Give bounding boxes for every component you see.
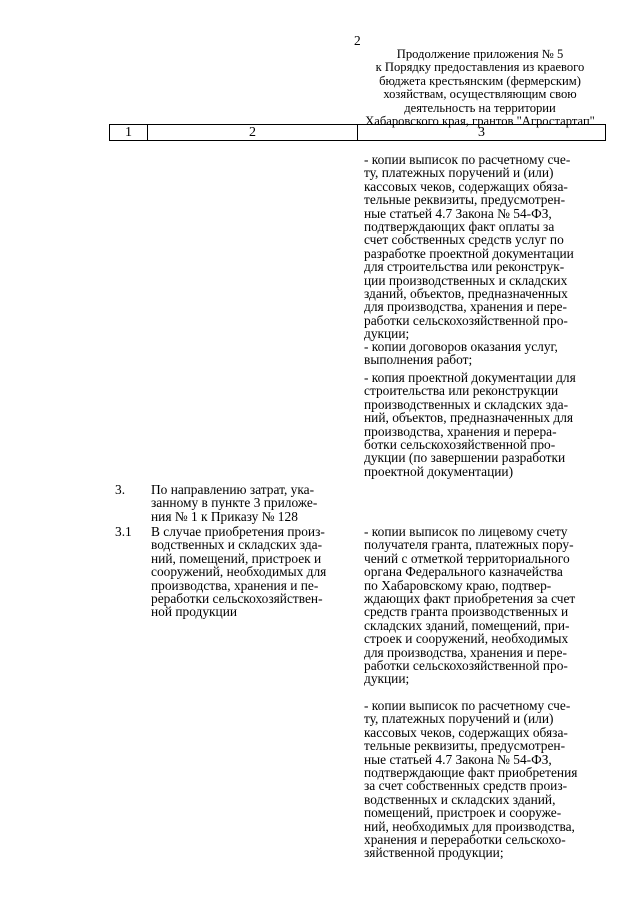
- column-3-header: 3: [478, 125, 485, 140]
- row-number: 3.: [115, 482, 126, 497]
- text-line: строек и сооружений, необходимых: [364, 631, 569, 647]
- text-line: разработке проектной документации: [364, 245, 574, 261]
- text-line: средств гранта производственных и: [364, 604, 569, 620]
- text-line: занному в пункте 3 приложе-: [151, 495, 318, 511]
- text-line: - копии договоров оказания услуг,: [364, 339, 558, 354]
- text-line: зданий, объектов, предназначенных: [364, 286, 568, 302]
- text-line: подтверждающие факт приобретения: [364, 765, 578, 781]
- text-line: по Хабаровскому краю, подтвер-: [364, 577, 552, 593]
- text-line: работки сельскохозяйственной про-: [364, 312, 568, 328]
- document-paragraph: [364, 699, 608, 860]
- row-number: 3.1: [115, 524, 132, 539]
- text-line: тельные реквизиты, предусмотрен-: [364, 738, 566, 754]
- document-paragraph: [364, 340, 608, 367]
- text-line: дукции;: [364, 671, 410, 687]
- text-line: ные статьей 4.7 Закона № 54-ФЗ,: [364, 205, 552, 221]
- text-line: водственных и складских зда-: [151, 537, 323, 553]
- text-line: проектной документации): [364, 463, 514, 479]
- text-line: По направлению затрат, ука-: [151, 482, 315, 497]
- text-line: помещений, пристроек и сооруже-: [364, 805, 562, 821]
- text-line: выполнения работ;: [364, 352, 473, 368]
- row-description: [151, 525, 356, 619]
- text-line: ции производственных и складских: [364, 272, 568, 288]
- header-line: Хабаровского края, грантов "Агростартап": [365, 114, 595, 129]
- text-line: получателя гранта, платежных пору-: [364, 537, 574, 553]
- text-line: для производства, хранения и пере-: [364, 644, 567, 660]
- text-line: - копии выписок по расчетному сче-: [364, 152, 571, 167]
- text-line: ний, помещений, пристроек и: [151, 550, 322, 566]
- row-description: [151, 483, 356, 523]
- text-line: ной продукции: [151, 604, 238, 620]
- text-line: кассовых чеков, содержащих обяза-: [364, 724, 568, 740]
- text-line: ждающих факт приобретения за счет: [364, 591, 576, 607]
- page-number: 2: [354, 33, 361, 48]
- text-line: для строительства или реконструк-: [364, 259, 565, 275]
- column-1-header: 1: [110, 125, 148, 140]
- text-line: ту, платежных поручений и (или): [364, 711, 554, 727]
- text-line: кассовых чеков, содержащих обяза-: [364, 178, 568, 194]
- text-line: ные статьей 4.7 Закона № 54-ФЗ,: [364, 751, 552, 767]
- text-line: дукции;: [364, 326, 410, 342]
- text-line: складских зданий, помещений, при-: [364, 617, 570, 633]
- text-line: за счет собственных средств произ-: [364, 778, 568, 794]
- text-line: счет собственных средств услуг по: [364, 232, 564, 248]
- text-line: В случае приобретения произ-: [151, 524, 325, 539]
- header-line: к Порядку предоставления из краевого: [375, 60, 585, 75]
- text-line: тельные реквизиты, предусмотрен-: [364, 192, 566, 208]
- text-line: работки сельскохозяйственной про-: [364, 658, 568, 674]
- header-line: Продолжение приложения № 5: [396, 47, 564, 61]
- text-line: для производства, хранения и пере-: [364, 299, 567, 315]
- document-paragraph: [364, 371, 608, 478]
- text-line: - копия проектной документации для: [364, 370, 576, 385]
- text-line: ботки сельскохозяйственной про-: [364, 437, 556, 453]
- text-line: реработки сельскохозяйствен-: [151, 591, 323, 607]
- text-line: подтверждающих факт оплаты за: [364, 219, 555, 235]
- text-line: ту, платежных поручений и (или): [364, 165, 554, 181]
- text-line: ния № 1 к Приказу № 128: [151, 508, 298, 524]
- text-line: производства, хранения и перера-: [364, 423, 557, 439]
- document-paragraph: [364, 525, 608, 686]
- appendix-header: [356, 48, 604, 128]
- text-line: ний, необходимых для производства,: [364, 818, 575, 834]
- text-line: дукции (по завершении разработки: [364, 450, 566, 466]
- text-line: водственных и складских зданий,: [364, 791, 556, 807]
- text-line: зяйственной продукции;: [364, 845, 504, 861]
- text-line: сооружений, необходимых для: [151, 564, 327, 580]
- header-line: бюджета крестьянским (фермерским): [379, 73, 581, 88]
- header-line: хозяйствам, осуществляющим свою: [383, 87, 577, 102]
- text-line: - копии выписок по лицевому счету: [364, 524, 568, 539]
- text-line: органа Федерального казначейства: [364, 564, 563, 580]
- column-2-header: 2: [148, 125, 358, 140]
- text-line: хранения и переработки сельскохо-: [364, 832, 566, 848]
- header-line: деятельность на территории: [404, 100, 556, 115]
- document-paragraph: [364, 153, 608, 341]
- text-line: строительства или реконструкции: [364, 383, 559, 399]
- text-line: производственных и складских зда-: [364, 396, 569, 412]
- text-line: чений с отметкой территориального: [364, 550, 570, 566]
- text-line: производства, хранения и пе-: [151, 577, 319, 593]
- text-line: ний, объектов, предназначенных для: [364, 410, 574, 426]
- text-line: - копии выписок по расчетному сче-: [364, 698, 571, 713]
- table-column-header: [109, 124, 606, 141]
